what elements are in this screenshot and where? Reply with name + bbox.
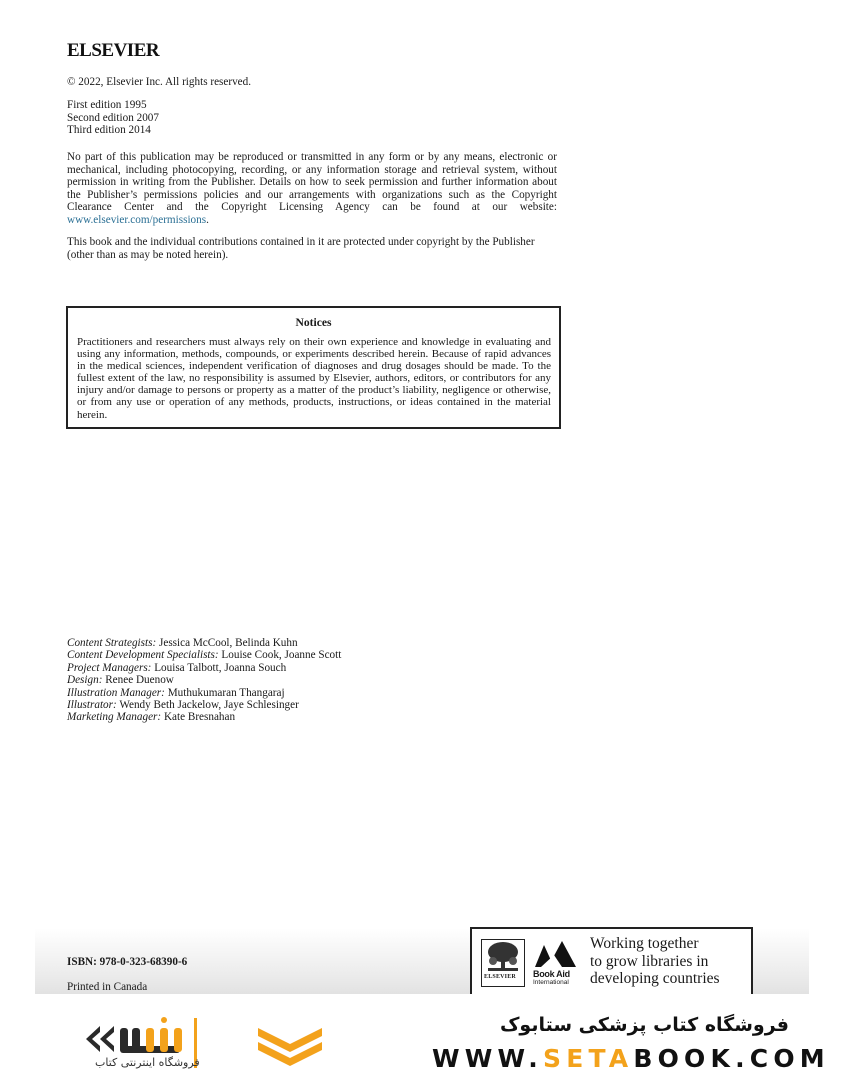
shop-url-accent: SETA [543, 1044, 634, 1073]
copyright-line: © 2022, Elsevier Inc. All rights reserved. [67, 76, 252, 88]
book-aid-box [470, 927, 753, 995]
credit-role: Illustration Manager: [67, 686, 165, 699]
edition-item: Third edition 2014 [67, 124, 151, 137]
credit-names: Louisa Talbott, Joanna Souch [151, 661, 287, 674]
printed-in: Printed in Canada [67, 981, 148, 993]
credit-names: Kate Bresnahan [161, 711, 236, 724]
credit-line [67, 637, 341, 649]
credit-role: Illustrator: [67, 699, 117, 712]
elsevier-label: ELSEVIER [484, 974, 516, 980]
notices-body: Practitioners and researchers must always rely on their own experience and knowledge in evaluating and using any information, methods, compounds, or experiments described herein. Because of rapid advances in the medical sciences, independent verification of diagnoses and drug dosages should be made. To the fullest extent of the law, no responsibility is assumed by Elsevier, authors, editors, or contributors for any injury and/or damage to persons or property as a matter of the product’s liability, negligence or otherwise, or from any use or operation of any methods, products, instructions, or ideas contained in the material herein. [77, 336, 551, 421]
book-aid-tagline [590, 935, 720, 988]
credit-names: Wendy Beth Jackelow, Jaye Schlesinger [116, 699, 299, 712]
edition-item: Second edition 2007 [67, 111, 159, 124]
edition-item: First edition 1995 [67, 99, 147, 111]
credit-line [67, 687, 341, 699]
isbn: ISBN: 978-0-323-68390-6 [67, 956, 188, 968]
credit-role: Marketing Manager: [67, 711, 162, 724]
credit-role: Content Development Specialists: [67, 649, 219, 662]
credit-line [67, 662, 341, 674]
tagline-line: to grow libraries in [590, 952, 709, 970]
tagline-line: Working together [590, 935, 699, 952]
notices-title: Notices [295, 316, 332, 329]
credit-line [67, 699, 341, 711]
credit-line [67, 674, 341, 686]
protection-paragraph: This book and the individual contributions contained in it are protected under copyright by the Publisher (other than as may be noted herein). [67, 236, 535, 261]
credit-names: Jessica McCool, Belinda Kuhn [156, 637, 298, 649]
credit-names: Renee Duenow [102, 674, 174, 687]
credit-role: Project Managers: [67, 661, 152, 674]
credit-role: Content Strategists: [67, 637, 157, 649]
notices-box [66, 306, 561, 429]
book-aid-international: International [533, 979, 569, 986]
permissions-paragraph [67, 151, 557, 227]
permissions-end: . [206, 213, 209, 226]
credit-line [67, 649, 341, 661]
credits-list [67, 637, 341, 724]
credit-line [67, 711, 341, 723]
credit-names: Louise Cook, Joanne Scott [218, 649, 342, 662]
credit-names: Muthukumaran Thangaraj [164, 686, 285, 699]
shop-url-post: BOOK.COM [633, 1044, 830, 1073]
book-aid-name: Book Aid [533, 969, 570, 979]
shop-url[interactable] [432, 1044, 830, 1073]
publisher-logo: ELSEVIER [67, 40, 160, 61]
setabook-banner [0, 994, 844, 1080]
permissions-link[interactable]: www.elsevier.com/permissions [67, 213, 207, 226]
shop-title: فروشگاه کتاب پزشکی ستابوک [499, 1014, 789, 1036]
setabook-logo-caption: فروشگاه اینترنتی کتاب [95, 1056, 200, 1069]
permissions-text: No part of this publication may be reproduced or transmitted in any form or by any means, electronic or mechanical, including photocopying, recording, or any information storage and retrieval system, without permission in writing from the Publisher. Details on how to seek permission and further information about the Publisher’s permissions policies and our arrangements with organizations such as the Copyright Clearance Center and the Copyright Licensing Agency can be found at our website: [67, 151, 557, 214]
edition-list [67, 99, 159, 137]
credit-role: Design: [67, 674, 103, 687]
tagline-line: developing countries [590, 970, 720, 987]
shop-url-pre: WWW. [432, 1044, 543, 1073]
